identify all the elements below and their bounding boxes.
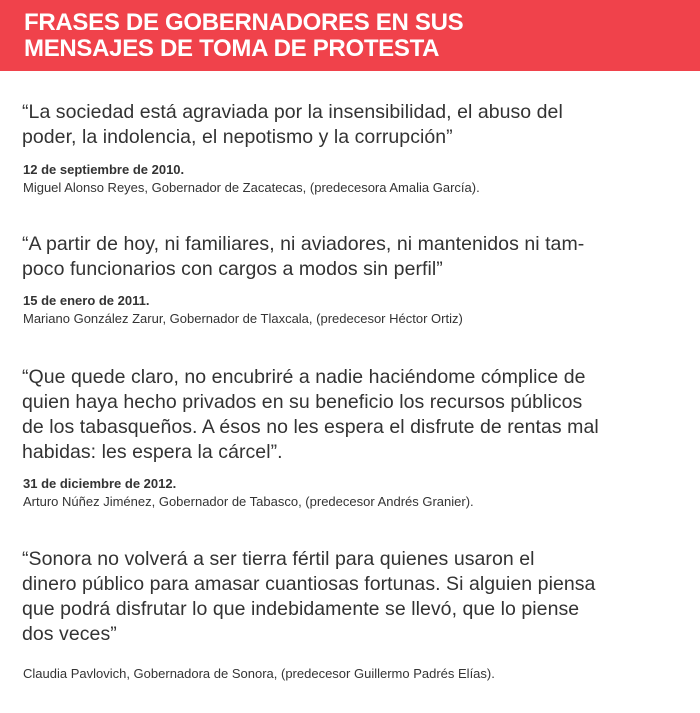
quote-line: “Sonora no volverá a ser tierra fértil para quienes usaron el: [22, 548, 535, 570]
quote-block-zacatecas: [22, 100, 684, 195]
quote-author: Arturo Núñez Jiménez, Gobernador de Tabasco, (predecesor Andrés Granier).: [23, 494, 474, 509]
quote-date: 12 de septiembre de 2010.: [23, 162, 185, 177]
quote-line: quien haya hecho privados en su beneficio los recursos públicos: [22, 391, 583, 413]
quote-block-tabasco: [22, 365, 684, 509]
quote-line: poco funcionarios con cargos a modos sin perfil”: [22, 258, 443, 280]
quote-line: dos veces”: [22, 623, 117, 645]
page-title-line-1: FRASES DE GOBERNADORES EN SUS: [24, 9, 464, 36]
quote-date: 15 de enero de 2011.: [23, 293, 150, 308]
quote-line: habidas: les espera la cárcel”.: [22, 441, 283, 463]
quote-line: dinero público para amasar cuantiosas fortunas. Si alguien piensa: [22, 573, 596, 595]
page-title-line-2: MENSAJES DE TOMA DE PROTESTA: [24, 35, 440, 62]
title-banner: [0, 0, 700, 71]
quote-text: [22, 232, 684, 282]
quote-line: “Que quede claro, no encubriré a nadie haciéndome cómplice de: [22, 366, 586, 388]
quote-line: “A partir de hoy, ni familiares, ni aviadores, ni mantenidos ni tam-: [22, 233, 585, 255]
quote-line: de los tabasqueños. A ésos no les espera el disfrute de rentas mal: [22, 416, 599, 438]
quote-line: poder, la indolencia, el nepotismo y la corrupción”: [22, 126, 453, 148]
quote-text: [22, 365, 684, 465]
quote-block-sonora: [22, 547, 684, 681]
page-title: [24, 10, 684, 62]
quote-author: Miguel Alonso Reyes, Gobernador de Zacatecas, (predecesora Amalia García).: [23, 180, 480, 195]
quote-author: Claudia Pavlovich, Gobernadora de Sonora, (predecesor Guillermo Padrés Elías).: [23, 666, 495, 681]
quote-block-tlaxcala: [22, 232, 684, 326]
quote-text: [22, 547, 684, 647]
quote-line: que podrá disfrutar lo que indebidamente se llevó, que lo piense: [22, 598, 580, 620]
quote-text: [22, 100, 684, 150]
quote-author: Mariano González Zarur, Gobernador de Tlaxcala, (predecesor Héctor Ortiz): [23, 311, 463, 326]
quote-line: “La sociedad está agraviada por la insensibilidad, el abuso del: [22, 101, 563, 123]
quote-date: 31 de diciembre de 2012.: [23, 476, 177, 491]
